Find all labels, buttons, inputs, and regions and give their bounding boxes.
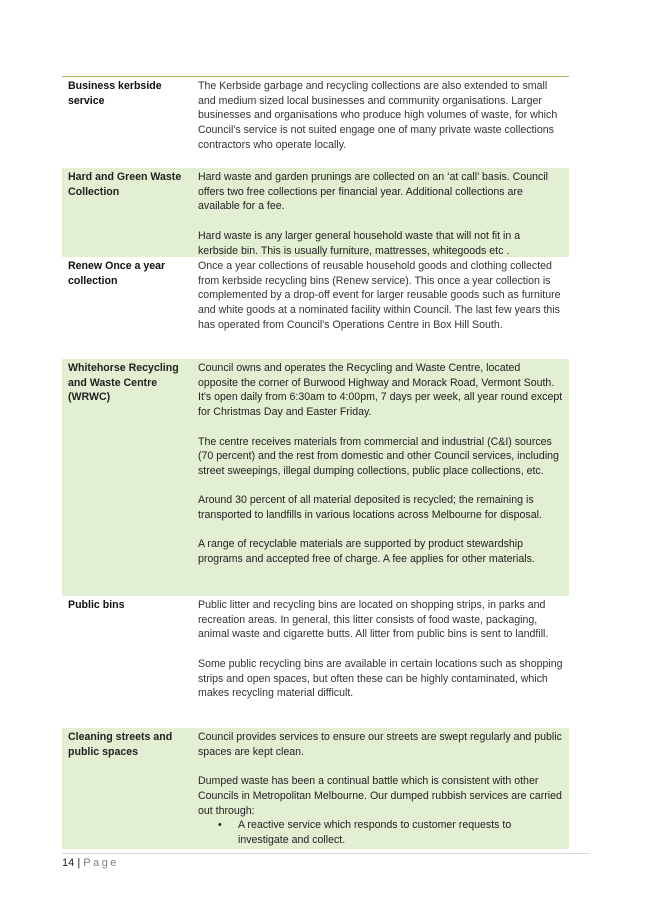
row-label: Cleaning streets and public spaces: [68, 731, 173, 758]
row-label: Public bins: [68, 599, 125, 611]
row-paragraph: Around 30 percent of all material deposited is recycled; the remaining is transported to landfills in various locations across Melbourne for disposal.: [198, 494, 542, 521]
row-label: Hard and Green Waste Collection: [68, 171, 182, 198]
page-footer: [62, 853, 590, 869]
row-paragraph: Hard waste and garden prunings are collected on an ‘at call’ basis. Council offers two free collections per financial year. Additional collections are available for a fee.: [198, 171, 548, 213]
row-label: Whitehorse Recycling and Waste Centre (WRWC): [68, 362, 179, 404]
page-number: 14: [62, 857, 75, 869]
row-description: [192, 359, 569, 596]
row-description: [192, 596, 569, 728]
row-label: Renew Once a year collection: [68, 260, 166, 287]
table-row-public-bins: [62, 596, 569, 728]
row-paragraph: Dumped waste has been a continual battle which is consistent with other Councils in Metropolitan Melbourne. Our dumped rubbish services are carried out through:: [198, 775, 562, 817]
row-description: [192, 257, 569, 359]
bullet-dot-icon: •: [218, 819, 222, 832]
row-paragraph: A range of recyclable materials are supported by product stewardship programs and accepted free of charge. A fee applies for other materials.: [198, 538, 535, 566]
row-description: [192, 77, 569, 168]
row-paragraph: Council owns and operates the Recycling and Waste Centre, located opposite the corner of Burwood Highway and Morack Road, Vermont South. It's open daily from 6:30am to 4:00pm, 7 days per week, all year round except for Christmas Day and Easter Friday.: [198, 362, 563, 419]
row-description: [192, 168, 569, 257]
row-label: Business kerbside service: [68, 80, 162, 107]
page-word: Page: [83, 857, 119, 869]
row-paragraph: Some public recycling bins are available in certain locations such as shopping strips and open spaces, but often these can be highly contaminated, which makes recycling material difficult.: [198, 657, 563, 700]
services-table: [62, 76, 569, 849]
row-description: [192, 728, 569, 849]
table-row-business-kerbside: [62, 77, 569, 168]
page-number-label: [62, 857, 119, 869]
bullet-text: A reactive service which responds to customer requests to investigate and collect.: [238, 819, 512, 846]
row-paragraph: Council provides services to ensure our streets are swept regularly and public spaces are kept clean.: [198, 731, 562, 758]
row-paragraph: Public litter and recycling bins are located on shopping strips, in parks and recreation areas. In general, this litter consists of food waste, packaging, animal waste and cigarette butts. All litter from public bins is sent to landfill.: [198, 599, 549, 641]
table-row-wrwc: [62, 359, 569, 596]
table-row-hard-green-waste: [62, 168, 569, 257]
row-paragraph: The Kerbside garbage and recycling collections are also extended to small and medium sized local businesses and community organisations. Larger businesses and organisations who produce high volumes of waste, for which Council's service is not suited engage one of many private waste collections contractors who operate locally.: [198, 80, 558, 151]
row-paragraph: The centre receives materials from commercial and industrial (C&I) sources (70 percent) and the rest from domestic and other Council services, including street sweepings, illegal dumping collections, public place collections, etc.: [198, 435, 559, 477]
bullet-item: [218, 818, 563, 847]
row-paragraph: Hard waste is any larger general household waste that will not fit in a kerbside bin. This is usually furniture, mattresses, whitegoods etc .: [198, 229, 521, 257]
page-separator: |: [77, 857, 81, 869]
row-paragraph: Once a year collections of reusable household goods and clothing collected from kerbside recycling bins (Renew service). This once a year collection is complemented by a drop-off event for larger reusable goods such as furniture and white goods at a nominated facility within Council. The last few years this has operated from Council's Operations Centre in Box Hill South.: [198, 260, 561, 331]
table-row-cleaning-streets: [62, 728, 569, 849]
table-row-renew-collection: [62, 257, 569, 359]
